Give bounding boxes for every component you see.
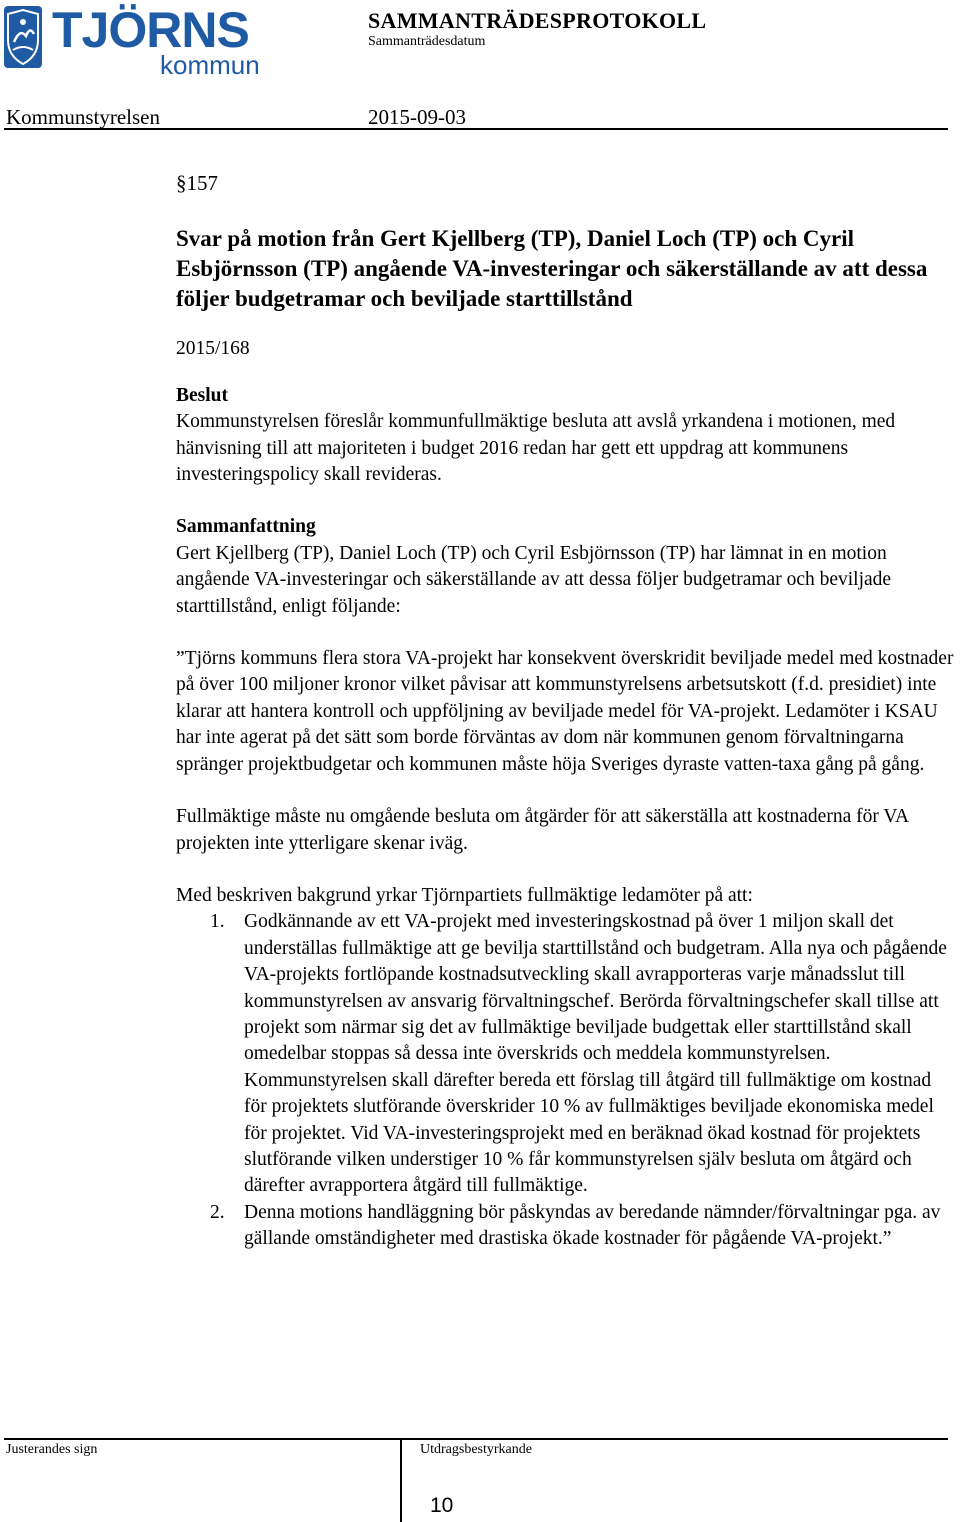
list-item-text: Denna motions handläggning bör påskyndas av beredande nämnder/förvaltningar pga. av gällande omständigheter med drastiska ökade kostnader för pågående VA-projekt.” <box>244 1201 941 1250</box>
signature-label: Justerandes sign <box>6 1442 98 1457</box>
page-number: 10 <box>430 1494 454 1517</box>
list-item <box>176 1200 956 1253</box>
quote-paragraph-2: Fullmäktige måste nu omgående besluta om åtgärder för att säkerställa att kostnaderna för VA projekten inte ytterligare skenar iväg. <box>176 806 908 854</box>
spacer <box>176 488 956 514</box>
municipal-crest-icon <box>4 6 42 68</box>
case-number: 2015/168 <box>176 338 250 360</box>
spacer <box>176 857 956 883</box>
decision-heading: Beslut <box>176 384 229 406</box>
list-item <box>176 909 956 1199</box>
decision-text: Kommunstyrelsen föreslår kommunfullmäktige besluta att avslå yrkandena i motionen, med hänvisning till att majoriteten i budget 2016 redan har gett ett uppdrag att kommunens investeringspolicy skall revideras. <box>176 411 896 486</box>
logo-name: TJÖRNS <box>52 2 249 58</box>
list-item-text: Godkännande av ett VA-projekt med investeringskostnad på över 1 miljon skall det underställas fullmäktige att ge bevilja starttillstånd och budgetram. Alla nya och pågående VA-projekts fortlöpande kostnadsutveckling skall avrapporteras varje månadsslut till kommunstyrelsen av ansvarig förvaltningschef. Berörda förvaltningschefer skall tillse att projekt som närmar sig det av fullmäktige beviljade budgettak eller starttillstånd skall omedelbar stoppas så dessa inte överskrids och meddela kommunstyrelsen. Kommunstyrelsen skall därefter bereda ett förslag till åtgärd till fullmäktige om kostnad för projektets slutförande överskrider 10 % av fullmäktiges beviljade ekonomiska medel för projektet. Vid VA-investeringsprojekt med en beräknad ökad kostnad för projektets slutförande vilken understiger 10 % får kommunstyrelsen själv besluta om åtgärd och därefter avrapportera åtgärd till fullmäktige. <box>244 911 947 1197</box>
section-number-value: 157 <box>186 171 218 195</box>
summary-intro: Gert Kjellberg (TP), Daniel Loch (TP) och Cyril Esbjörnsson (TP) har lämnat in en motion angående VA-investeringar och säkerställande av att dessa följer budgetramar och beviljade starttillstånd, enligt följande: <box>176 542 892 617</box>
demands-list <box>176 909 956 1252</box>
header-divider <box>4 128 948 130</box>
summary-heading: Sammanfattning <box>176 516 316 538</box>
footer-column-divider <box>400 1438 402 1522</box>
section-title: Svar på motion från Gert Kjellberg (TP), Daniel Loch (TP) och Cyril Esbjörnsson (TP) angående VA-investeringar och säkerställande av att dessa följer budgetramar och beviljade starttillstånd <box>176 226 928 312</box>
list-intro: Med beskriven bakgrund yrkar Tjörnpartiets fullmäktige ledamöter på att: <box>176 884 753 906</box>
section-sign: § <box>176 171 187 195</box>
logo-subtitle: kommun <box>160 50 260 80</box>
meeting-date: 2015-09-03 <box>368 105 466 129</box>
document-type: SAMMANTRÄDESPROTOKOLL <box>368 8 707 33</box>
spacer <box>176 620 956 646</box>
protocol-body <box>176 170 956 1253</box>
section-number <box>176 170 956 196</box>
meeting-date-label: Sammanträdesdatum <box>368 34 486 49</box>
list-item-number: 1. <box>210 911 225 933</box>
organ-name: Kommunstyrelsen <box>6 105 160 129</box>
certification-label: Utdragsbestyrkande <box>420 1442 532 1457</box>
quote-paragraph-1: ”Tjörns kommuns flera stora VA-projekt har konsekvent överskridit beviljade medel med kostnader på över 100 miljoner kronor vilket påvisar att kommunstyrelsens arbetsutskott (f.d. presidiet) inte klarar att hantera kontroll och uppföljning av beviljade medel för VA-projekt. Ledamöter i KSAU har inte agerat på det sätt som borde förväntas av dom när kommunen genom förvaltningarna spränger projektbudgetar och kommunen måste höja Sveriges dyraste vatten-taxa gång på gång. <box>176 648 954 775</box>
spacer <box>176 778 956 804</box>
list-item-number: 2. <box>210 1201 225 1223</box>
footer-divider <box>4 1438 948 1440</box>
